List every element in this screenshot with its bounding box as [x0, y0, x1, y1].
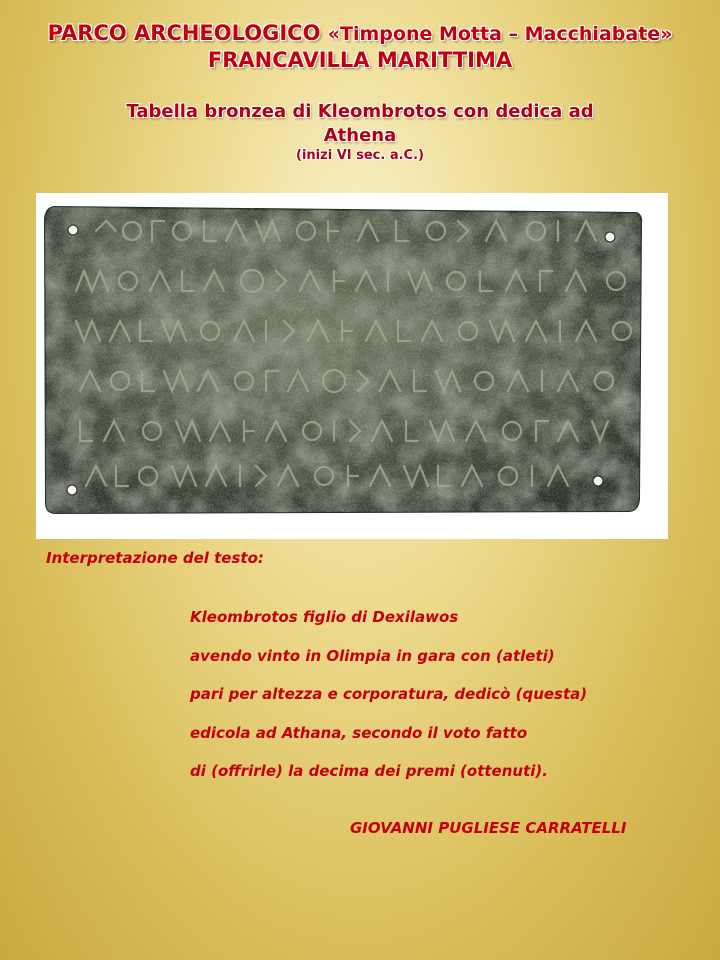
interpretation-label: Interpretazione del testo: — [46, 549, 264, 567]
artifact-title-line1: Tabella bronzea di Kleombrotos con dedica ad — [126, 101, 594, 122]
title-block — [0, 20, 720, 73]
interpretation-text — [190, 608, 587, 801]
interpretation-line: di (offrirle) la decima dei premi (ottenuti). — [190, 762, 548, 780]
artifact-date: (inizi VI sec. a.C.) — [296, 148, 424, 163]
interpretation-line: Kleombrotos figlio di Dexilawos — [190, 608, 459, 626]
park-title-main: PARCO ARCHEOLOGICO — [47, 21, 328, 45]
location-title: FRANCAVILLA MARITTIMA — [207, 48, 513, 72]
artifact-caption — [0, 100, 720, 164]
author-credit: GIOVANNI PUGLIESE CARRATELLI — [350, 819, 627, 837]
interpretation-line: edicola ad Athana, secondo il voto fatto — [190, 723, 528, 742]
artifact-title-line2: Athena — [323, 125, 397, 146]
bronze-tablet-photo — [36, 193, 668, 539]
park-title-sub: «Timpone Motta – Macchiabate» — [327, 23, 673, 45]
park-title — [0, 20, 720, 47]
interpretation-line: avendo vinto in Olimpia in gara con (atleti) — [190, 646, 555, 665]
interpretation-line: pari per altezza e corporatura, dedicò (questa) — [190, 685, 588, 703]
